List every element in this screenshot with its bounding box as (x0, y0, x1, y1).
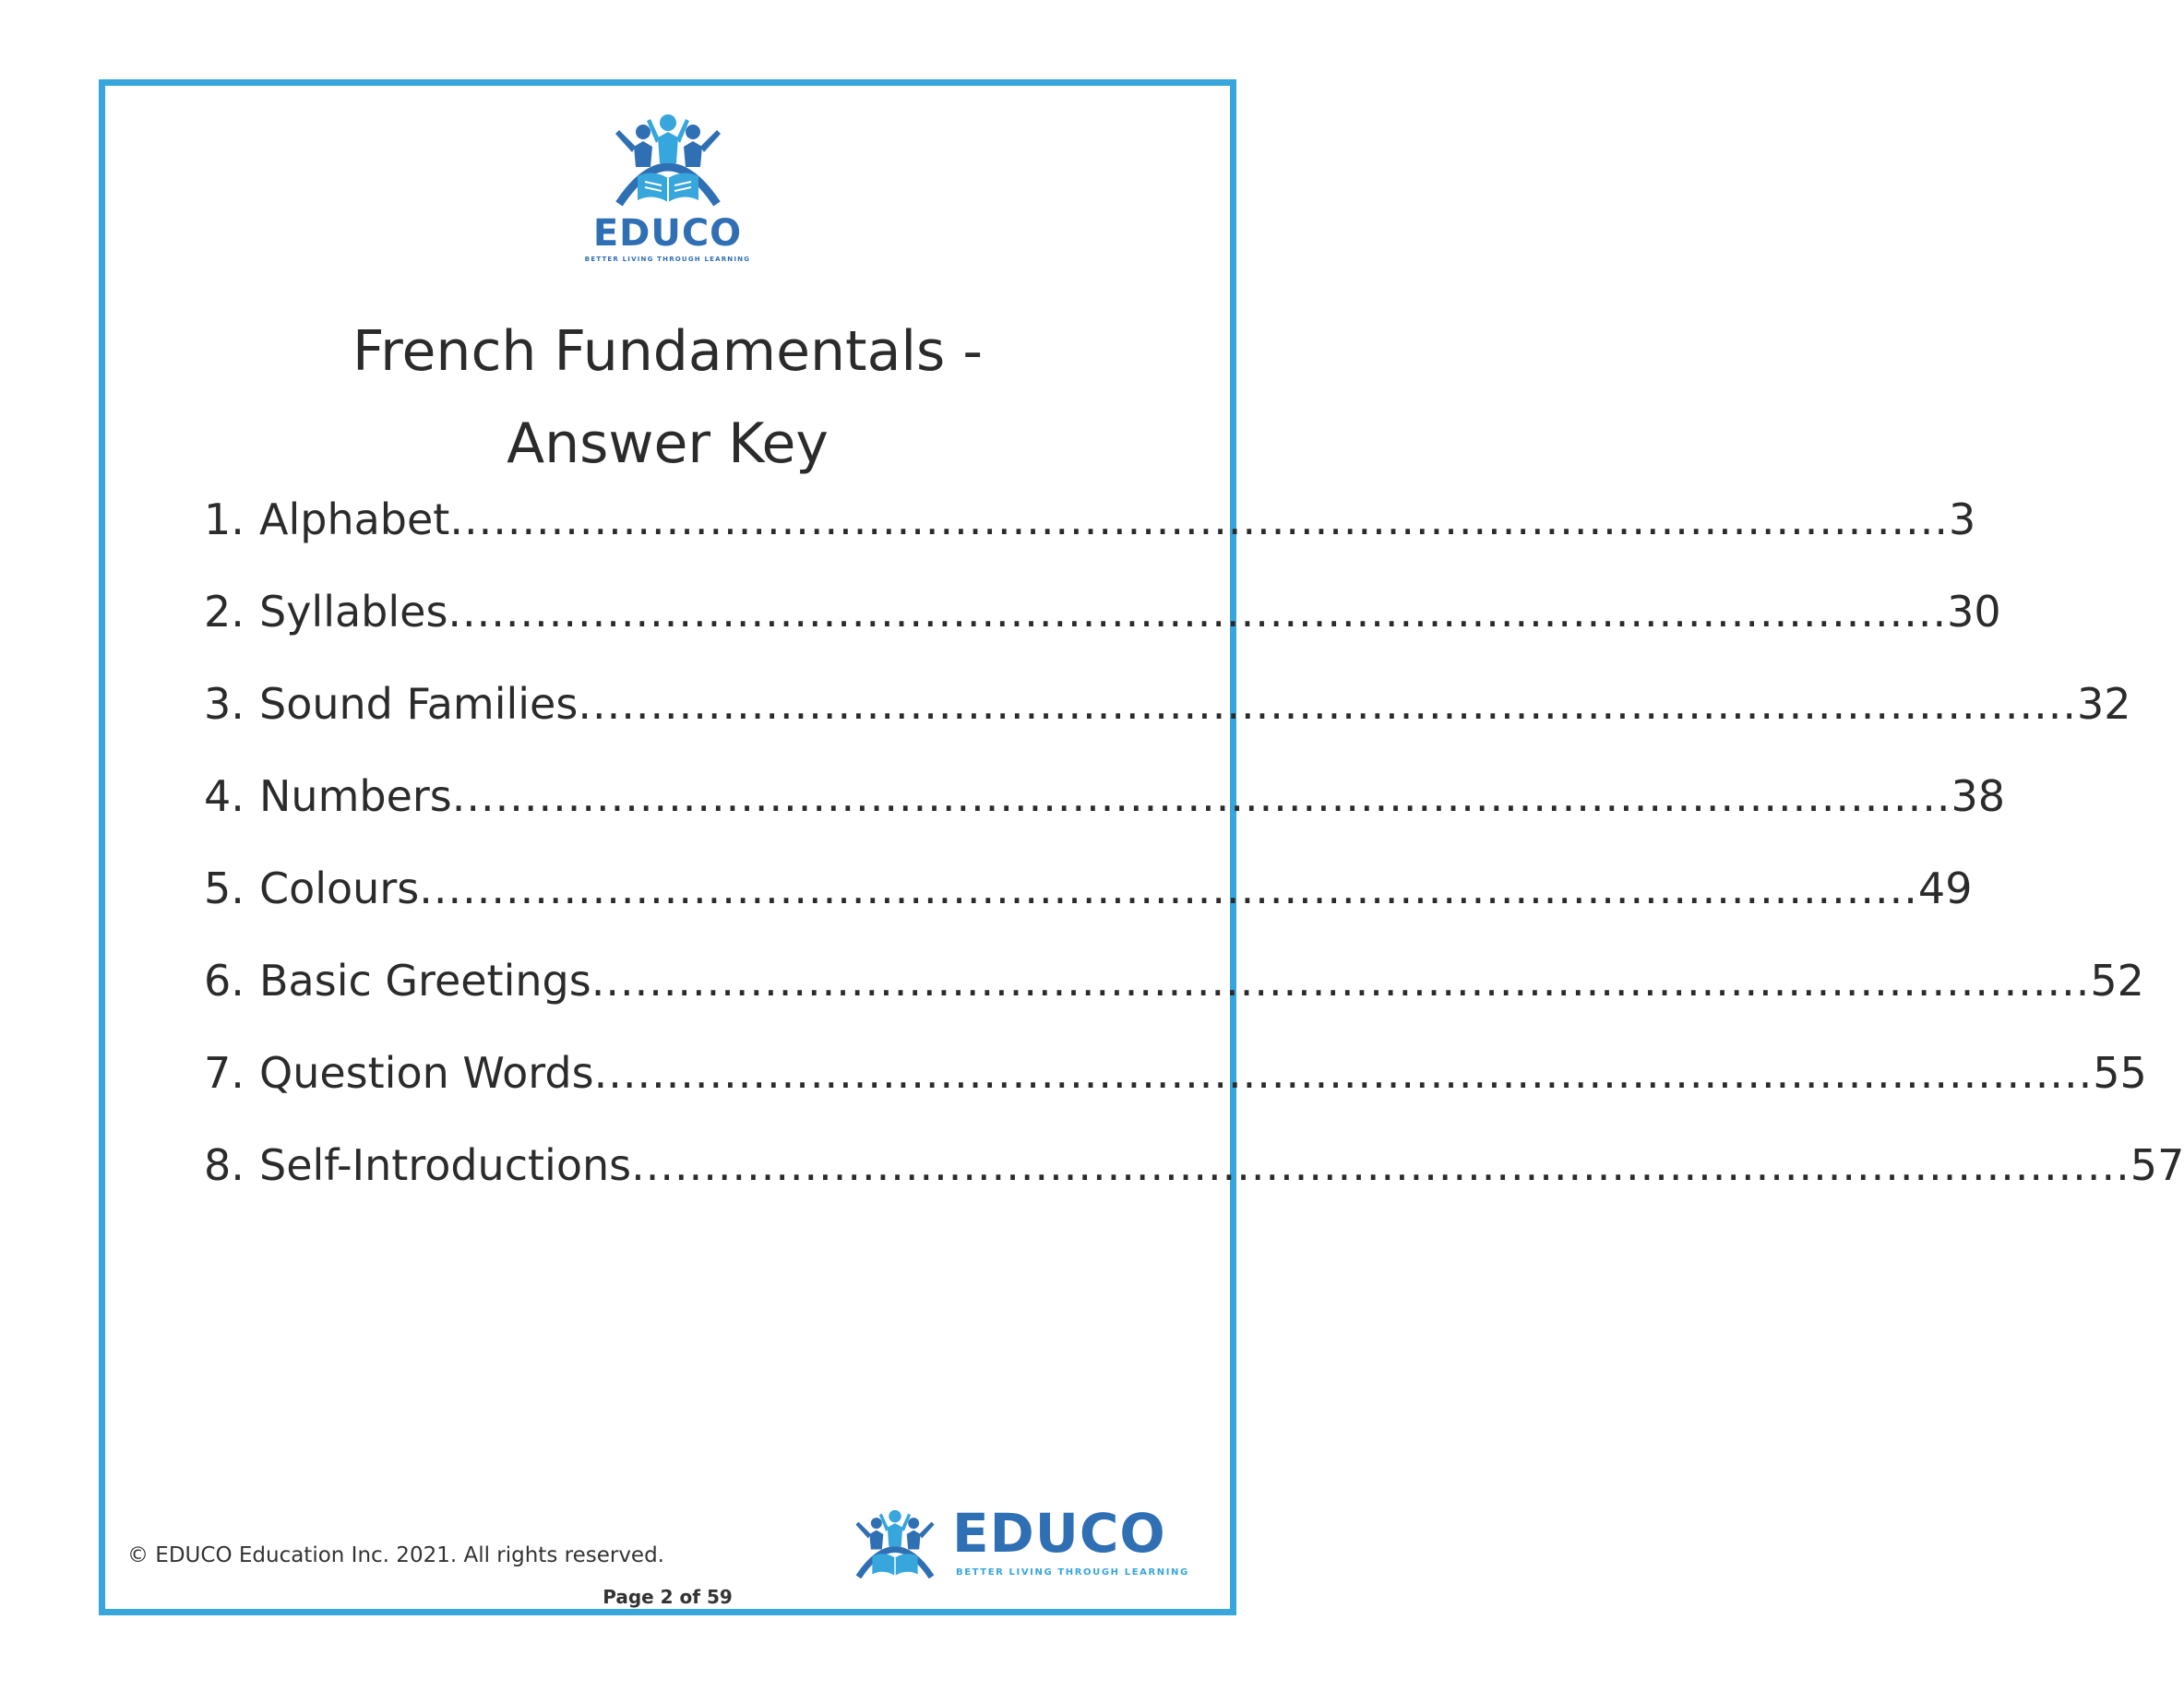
toc-page-number: 38 (1951, 771, 2006, 821)
toc-number: 7. (204, 1048, 245, 1098)
copyright-notice: © EDUCO Education Inc. 2021. All rights reserved. (127, 1543, 664, 1567)
toc-page-number: 52 (2090, 956, 2144, 1006)
toc-entry[interactable] (204, 1045, 2147, 1137)
page-number: Page 2 of 59 (603, 1586, 733, 1608)
toc-leader-dots: ........................................................................................................ (578, 679, 2078, 729)
toc-page-number: 55 (2093, 1048, 2147, 1098)
toc-page-number: 3 (1949, 494, 1976, 544)
educo-logo-icon (843, 1499, 947, 1591)
toc-leader-dots: ........................................................................................................ (419, 863, 1918, 913)
toc-leader-dots: ........................................................................................................ (451, 771, 1951, 821)
toc-label: Question Words (259, 1048, 594, 1098)
brand-tagline: BETTER LIVING THROUGH LEARNING (584, 256, 751, 263)
toc-page-number: 32 (2077, 679, 2131, 729)
toc-leader-dots: ........................................................................................................ (448, 587, 1948, 637)
toc-leader-dots: ........................................................................................................ (631, 1140, 2130, 1190)
toc-leader-dots: ........................................................................................................ (593, 1048, 2094, 1098)
toc-entry[interactable] (204, 584, 2001, 676)
table-of-contents (204, 492, 2184, 1230)
toc-label: Syllables (259, 587, 448, 637)
header-logo (105, 112, 1230, 263)
toc-number: 4. (204, 771, 245, 821)
toc-entry[interactable] (204, 768, 2006, 861)
brand-name: EDUCO (952, 1502, 1166, 1565)
toc-entry[interactable] (204, 861, 1973, 953)
toc-number: 1. (204, 494, 245, 544)
toc-page-number: 57 (2130, 1140, 2184, 1190)
educo-logo-icon (599, 112, 737, 211)
toc-entry[interactable] (204, 953, 2144, 1045)
document-title (105, 305, 1230, 490)
brand-tagline: BETTER LIVING THROUGH LEARNING (956, 1567, 1189, 1578)
toc-label: Sound Families (259, 679, 579, 729)
toc-number: 2. (204, 587, 245, 637)
toc-label: Numbers (259, 771, 452, 821)
page-frame (99, 79, 2184, 1615)
toc-number: 3. (204, 679, 245, 729)
toc-label: Colours (259, 863, 420, 913)
toc-number: 6. (204, 956, 245, 1006)
toc-leader-dots: ........................................................................................................ (591, 956, 2091, 1006)
toc-number: 5. (204, 863, 245, 913)
toc-label: Alphabet (259, 494, 450, 544)
toc-page-number: 30 (1947, 587, 2001, 637)
toc-page-number: 49 (1917, 863, 1973, 913)
toc-label: Basic Greetings (259, 956, 591, 1006)
toc-entry[interactable] (204, 492, 1976, 584)
toc-entry[interactable] (204, 676, 2131, 768)
footer-logo (843, 1499, 1194, 1591)
brand-name: EDUCO (592, 212, 743, 255)
toc-leader-dots: ........................................................................................................ (449, 494, 1950, 544)
toc-label: Self-Introductions (259, 1140, 632, 1190)
title-line-1: French Fundamentals - (352, 319, 983, 384)
toc-number: 8. (204, 1140, 245, 1190)
toc-entry[interactable] (204, 1137, 2184, 1230)
title-line-2: Answer Key (507, 411, 829, 476)
